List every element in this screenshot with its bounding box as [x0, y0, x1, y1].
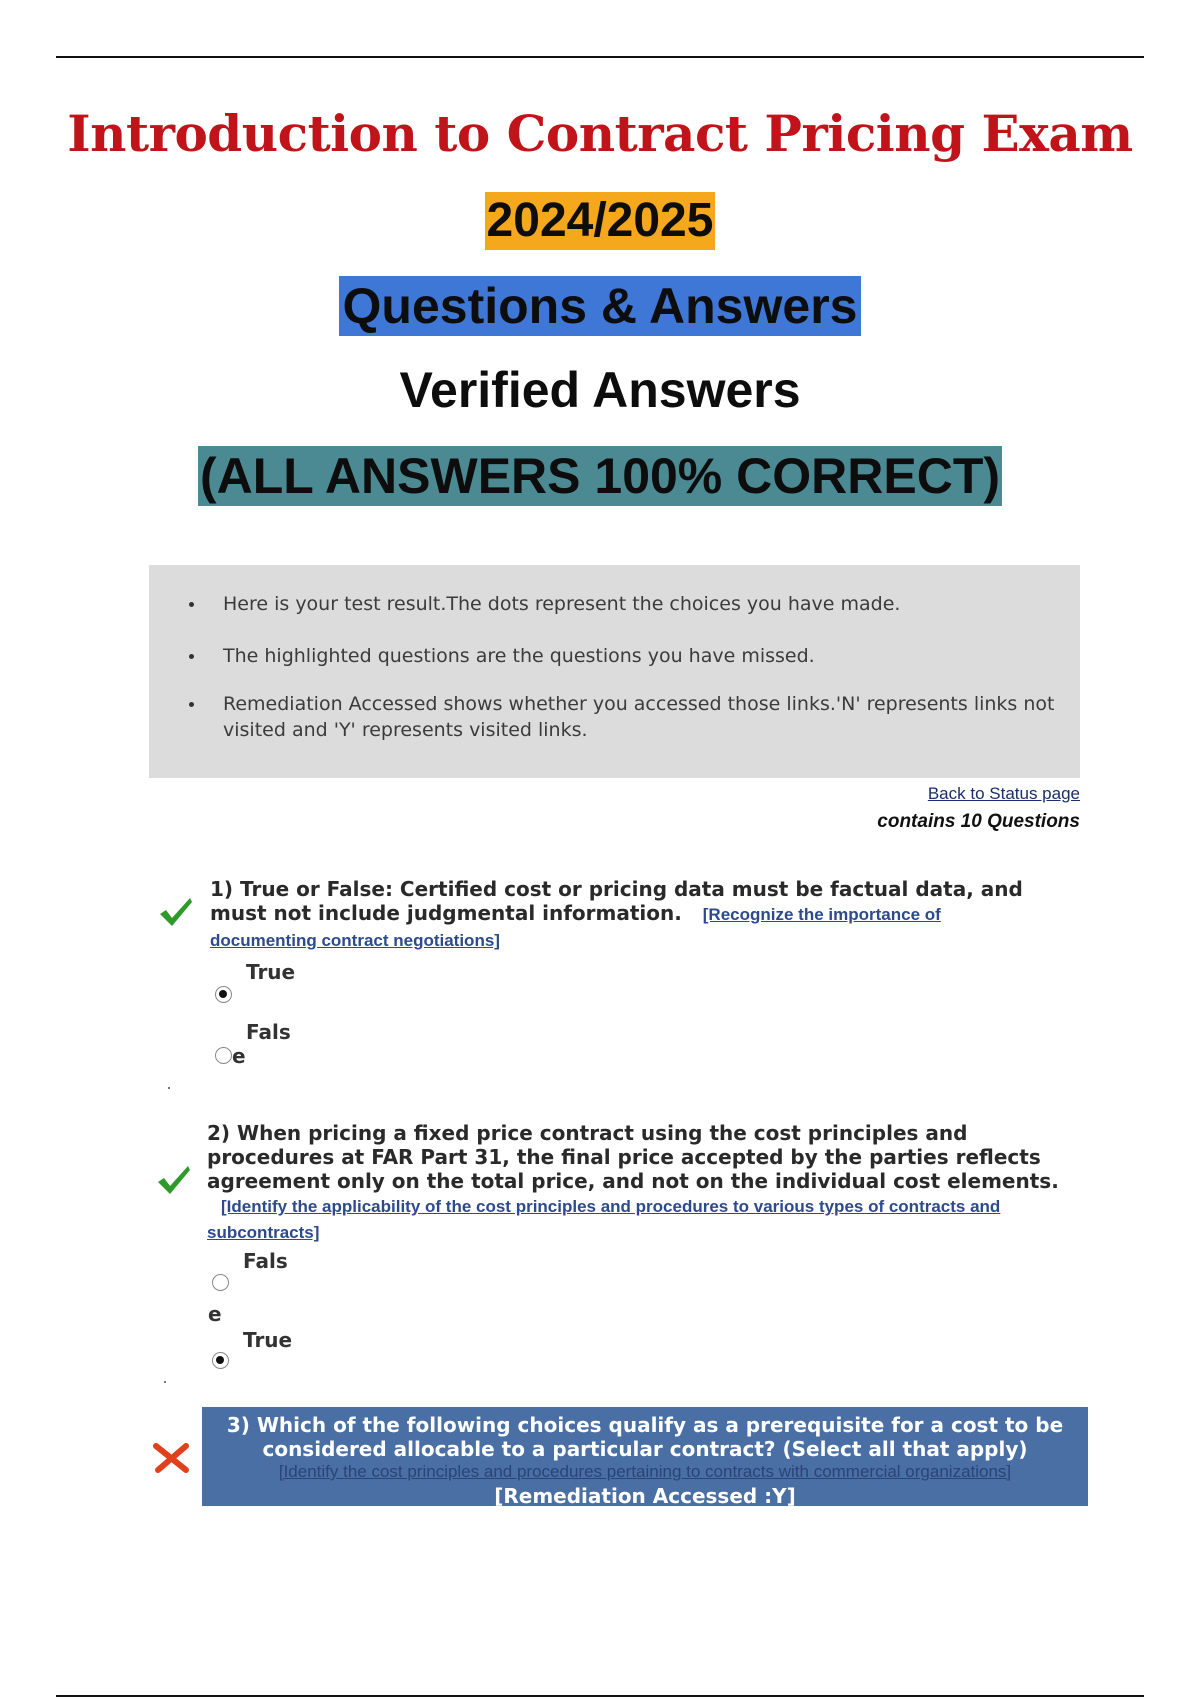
q1-option-1-radio[interactable] [215, 986, 232, 1003]
question-1 [210, 877, 1040, 953]
info-item [189, 643, 1060, 669]
q1-option-2-radio[interactable] [215, 1047, 232, 1064]
question-2-text: 2) When pricing a fixed price contract using the cost principles and procedures at FAR Part 31, the final price accepted by the parties reflects agreement only on the total price, and not on the individual cost elements. [207, 1121, 1059, 1193]
info-item [189, 591, 1060, 617]
q2-option-1-suffix: e [208, 1302, 222, 1326]
question-2 [207, 1121, 1087, 1245]
back-to-status-link[interactable]: Back to Status page [927, 784, 1080, 803]
q2-option-1-label: Fals [243, 1249, 288, 1273]
incorrect-x-icon [152, 1442, 190, 1474]
separator-dot [164, 1381, 166, 1383]
question-1-text: 1) True or False: Certified cost or pricing data must be factual data, and must not include judgmental information. [210, 877, 1023, 925]
bullet-icon [189, 602, 194, 607]
bullet-icon [189, 654, 194, 659]
separator-dot [168, 1087, 170, 1089]
question-1-objective-link[interactable]: [Recognize the importance of documenting contract negotiations] [210, 905, 941, 950]
q2-option-1-radio[interactable] [212, 1274, 229, 1291]
info-item-text: Here is your test result.The dots represent the choices you have made. [223, 593, 901, 615]
qa-banner [0, 276, 1200, 336]
info-item-text: The highlighted questions are the questions you have missed. [223, 645, 815, 667]
guarantee-banner [0, 446, 1200, 506]
question-count: contains 10 Questions [877, 811, 1080, 832]
document-title: Introduction to Contract Pricing Exam [67, 104, 1133, 163]
year-text: 2024/2025 [485, 192, 716, 250]
q1-option-1-label: True [246, 960, 296, 984]
result-info-box [149, 565, 1080, 778]
q2-option-2-radio[interactable] [212, 1352, 229, 1369]
year-banner [0, 192, 1200, 250]
qa-text: Questions & Answers [339, 276, 862, 336]
correct-check-icon [158, 896, 194, 928]
bullet-icon [189, 702, 194, 707]
question-3-objective-link[interactable]: [Identify the cost principles and procedures pertaining to contracts with commercial organizations] [278, 1462, 1012, 1481]
info-item-text: Remediation Accessed shows whether you accessed those links.'N' represents links not visited and 'Y' represents visited links. [223, 693, 1055, 741]
question-2-objective-link[interactable]: [Identify the applicability of the cost principles and procedures to various types of contracts and subcontracts] [207, 1197, 1001, 1242]
q1-option-2-suffix: e [232, 1044, 246, 1068]
remediation-status: [Remediation Accessed :Y] [494, 1484, 796, 1508]
verified-banner [0, 362, 1200, 418]
guarantee-text: (ALL ANSWERS 100% CORRECT) [199, 448, 1001, 504]
verified-text: Verified Answers [399, 362, 801, 418]
question-3-missed [202, 1407, 1088, 1506]
info-list [189, 591, 1060, 743]
bottom-rule [56, 1695, 1144, 1697]
q1-option-2-label: Fals [246, 1020, 291, 1044]
info-item [189, 691, 1060, 743]
correct-check-icon [156, 1164, 192, 1196]
q2-option-2-label: True [243, 1328, 293, 1352]
question-3-text: 3) Which of the following choices qualify as a prerequisite for a cost to be considered allocable to a particular contract? (Select all that apply) [226, 1413, 1064, 1461]
top-rule [56, 56, 1144, 58]
